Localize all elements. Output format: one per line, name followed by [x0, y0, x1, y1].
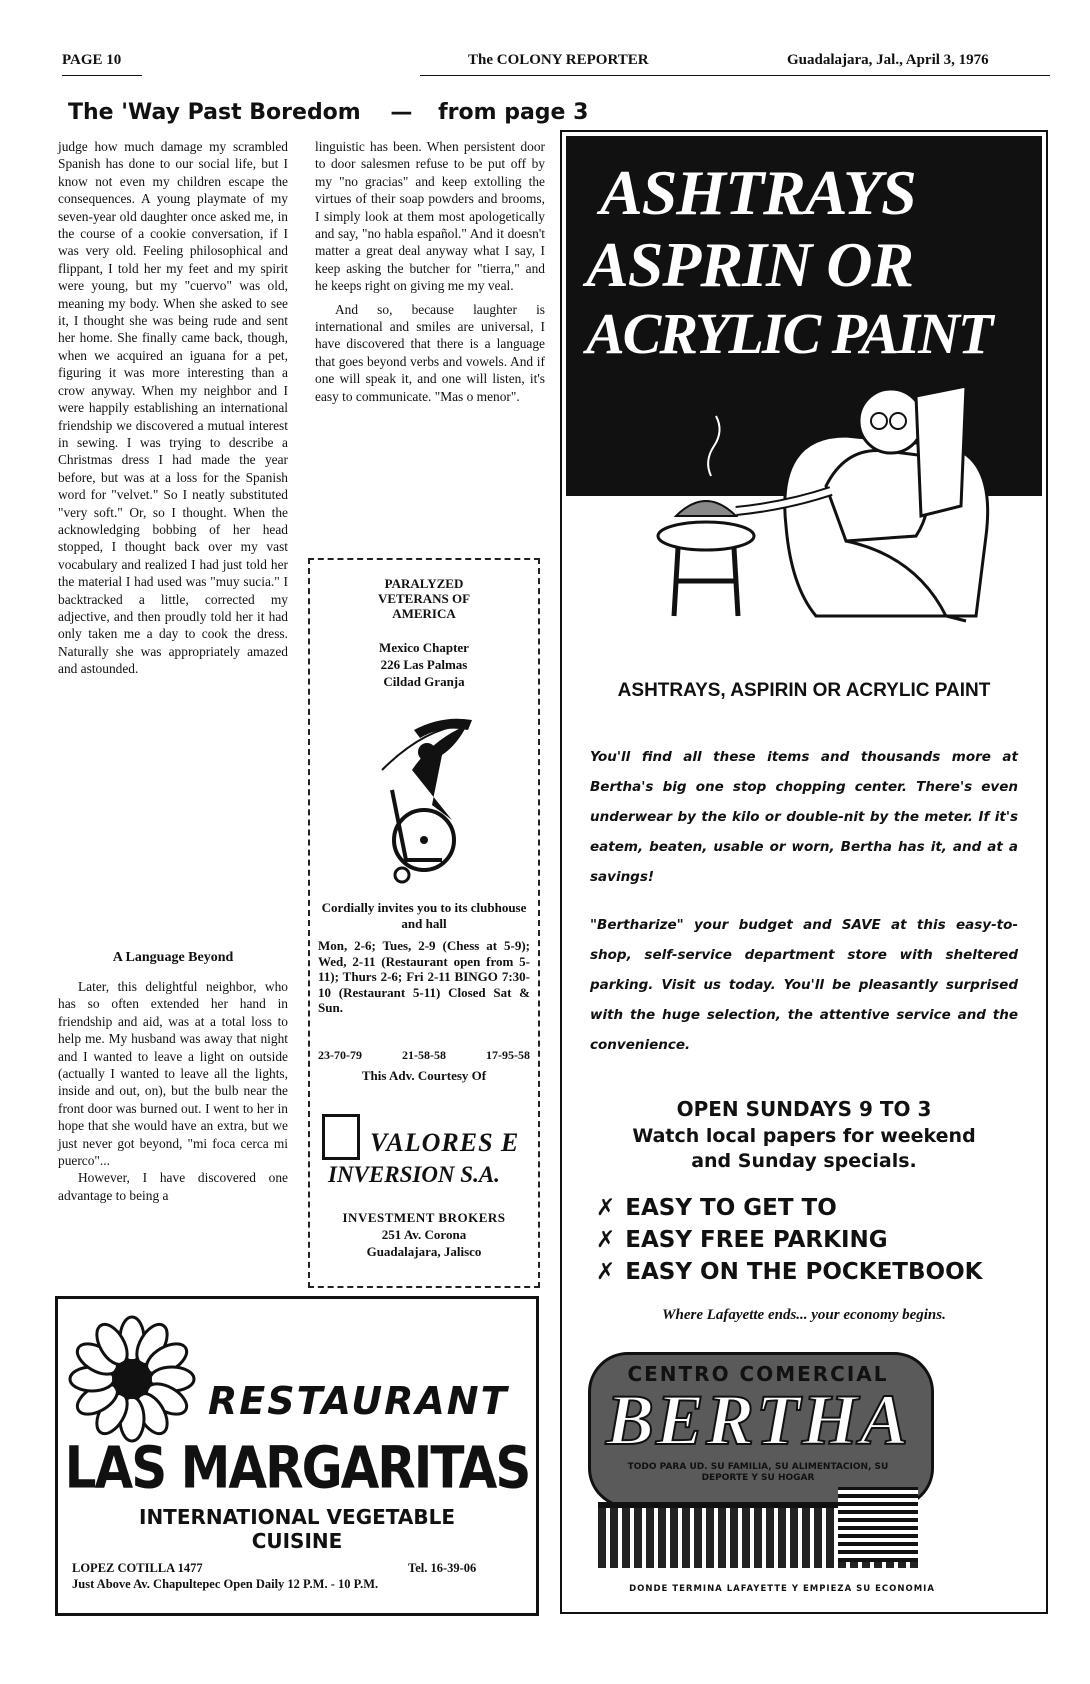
bertha-watch-papers: Watch local papers for weekend and Sunday specials. — [632, 1125, 976, 1172]
article-paragraph: Later, this delightful neighbor, who has so often extended her hand in friendship and aid, was at a total loss to help me. My husband was away that night and I wanted to leave a light on outside (actually I wanted to leave all the lights, inside and out, on), but the bulb near the front door was burned out. I went to her in hope that she would have an extra, but we just never got beyond, "mi foca cerca mi puerco"... — [58, 979, 288, 1169]
masthead-rule — [420, 75, 1050, 76]
article-paragraph: However, I have discovered one advantage to being a — [58, 1170, 288, 1203]
headline-dash: — — [390, 100, 413, 125]
wheelchair-illustration — [372, 710, 482, 885]
restaurant-directions: Just Above Av. Chapultepec Open Daily 12 P.M. - 10 P.M. — [72, 1577, 379, 1591]
veterans-courtesy: This Adv. Courtesy Of — [361, 1068, 487, 1083]
cartoon-man-illustration — [616, 366, 1036, 636]
bertha-logo-name: BERTHA — [605, 1380, 911, 1460]
headline-continued: from page 3 — [438, 100, 589, 125]
check-icon: ✗ — [596, 1227, 616, 1253]
sponsor-logo — [320, 1110, 528, 1200]
veterans-phones — [318, 1048, 530, 1063]
restaurant-ad — [55, 1296, 539, 1616]
article-subhead: A Language Beyond — [112, 950, 234, 965]
article-paragraph: judge how much damage my scrambled Spanish has done to our social life, but I know not even my children escape the consequences. A young playmate of my seven-year old daughter once asked me, in the course of a cookie conversation, if I was very old. Feeling philosophical and flippant, I told her my feet and my spirit were young, but my "cuervo" was old, meaning my body. When she asked to see it, I thought she was being rude and sent her home. She finally came back, though, when we acquired an iguana for a pet, figuring it was more interesting than a crow anyway. When my neighbor and I were happily establishing an international friendship we discovered a mutual interest in sewing. I was trying to describe a Christmas dress I had made the year before, but was at a loss for the Spanish word for "velvet." So I neatly substituted "very soft." Or, so I thought. When the acknowledging bobbing of her head stopped, I thought back over my vast vocabulary and realized I had just told her the material I had used was "muy sucia." I backtracked a little, corrected my adjective, and then proudly told her it had only taken me a day to cook the dress. Naturally she was appropriately amazed and astounded. — [58, 139, 288, 677]
headline-text: The 'Way Past Boredom — [68, 100, 361, 125]
article-paragraph: And so, because laughter is international and smiles are universal, I have discovered that there is a language that goes beyond verbs and vowels. And if one will speak it, and one will listen, it's easy to communicate. "Mas o menor". — [315, 301, 545, 404]
phone-number: 17-95-58 — [486, 1048, 530, 1062]
article-headline — [68, 100, 588, 125]
bertha-logo — [588, 1352, 1008, 1572]
restaurant-name: LAS MARGARITAS — [64, 1434, 530, 1502]
sponsor-logo-line2: INVERSION S.A. — [328, 1162, 500, 1187]
restaurant-address: LOPEZ COTILLA 1477 — [72, 1561, 203, 1575]
bertha-banner — [566, 136, 1042, 636]
restaurant-cuisine-1: INTERNATIONAL VEGETABLE — [139, 1505, 455, 1529]
bullet-text: EASY ON THE POCKETBOOK — [625, 1259, 983, 1285]
bertha-footer: DONDE TERMINA LAFAYETTE Y EMPIEZA SU ECONOMIA — [629, 1584, 935, 1594]
restaurant-cuisine-2: CUISINE — [251, 1529, 343, 1553]
check-icon: ✗ — [596, 1259, 616, 1285]
restaurant-label: RESTAURANT — [208, 1379, 509, 1423]
sponsor-logo-line1: VALORES E — [370, 1128, 520, 1157]
article-paragraph: linguistic has been. When persistent door to door salesmen refuse to be put off by my "no gracias" and keep extolling the virtues of their soap powders and brooms, I simply look at them most apologetically and say, "no habla español." And it doesn't matter a great deal anyway what I say, I keep asking the butcher for "tierra," and he keeps right on giving me my veal. — [315, 139, 545, 294]
bertha-paragraph-1: You'll find all these items and thousands more at Bertha's big one stop chopping center. There's even underwear by the kilo or double-nit by the meter. If it's eatem, beaten, usable or worn, Bertha has it, and at a savings! — [590, 749, 1018, 885]
veterans-ad — [308, 558, 540, 1288]
phone-number: 23-70-79 — [318, 1048, 362, 1062]
bertha-open-sundays: OPEN SUNDAYS 9 TO 3 — [676, 1097, 932, 1121]
banner-line-3: ACRYLIC PAINT — [586, 301, 992, 366]
veterans-schedule: Mon, 2-6; Tues, 2-9 (Chess at 5-9); Wed, 2-11 (Restaurant open from 5-11); Thurs 2-6; Fri 2-11 BINGO 7:30-10 (Restaurant 5-11) Closed Sat & Sun. — [318, 938, 530, 1016]
bertha-bullet — [596, 1224, 1036, 1256]
bertha-slogan: Where Lafayette ends... your economy begins. — [662, 1307, 946, 1323]
sponsor-emblem — [322, 1114, 360, 1160]
flower-icon — [68, 1315, 196, 1443]
veterans-invite: Cordially invites you to its clubhouse and hall — [321, 900, 527, 931]
restaurant-phone: Tel. 16-39-06 — [408, 1561, 477, 1575]
bertha-headline: ASHTRAYS, ASPIRIN OR ACRYLIC PAINT — [617, 680, 991, 701]
bertha-ad — [560, 130, 1048, 1614]
bertha-bullet — [596, 1192, 1036, 1224]
bertha-bullet — [596, 1256, 1036, 1288]
page-number: PAGE 10 — [62, 52, 122, 68]
sponsor-address: 251 Av. Corona — [381, 1227, 467, 1242]
article-column-1 — [58, 138, 288, 678]
veterans-title: PARALYZED VETERANS OF AMERICA — [377, 576, 471, 621]
dateline: Guadalajara, Jal., April 3, 1976 — [787, 52, 989, 68]
bertha-paragraph-2: "Bertharize" your budget and SAVE at this easy-to-shop, self-service department store with sheltered parking. Visit us today. You'll be pleasantly surprised with the huge selection, the attentive service and the convenience. — [590, 917, 1018, 1053]
banner-line-2: ASPRIN OR — [586, 229, 914, 300]
bertha-logo-tagline: TODO PARA UD. SU FAMILIA, SU ALIMENTACION, SU DEPORTE Y SU HOGAR — [627, 1462, 889, 1483]
bertha-logo-top: CENTRO COMERCIAL — [627, 1362, 889, 1386]
veterans-chapter: Mexico Chapter — [379, 640, 469, 655]
store-annex — [838, 1487, 918, 1562]
banner-line-1: ASHTRAYS — [600, 157, 916, 228]
phone-number: 21-58-58 — [402, 1048, 446, 1062]
veterans-address-2: Cildad Granja — [383, 674, 465, 689]
bertha-bullet-list — [596, 1192, 1036, 1288]
article-column-2 — [315, 138, 545, 405]
masthead-rule-left — [62, 75, 142, 76]
newspaper-name: The COLONY REPORTER — [468, 52, 649, 68]
bullet-text: EASY TO GET TO — [625, 1195, 837, 1221]
article-column-1b — [58, 978, 288, 1204]
sponsor-city: Guadalajara, Jalisco — [366, 1244, 482, 1259]
bullet-text: EASY FREE PARKING — [625, 1227, 888, 1253]
sponsor-title: INVESTMENT BROKERS — [342, 1210, 506, 1225]
check-icon: ✗ — [596, 1195, 616, 1221]
veterans-address-1: 226 Las Palmas — [380, 657, 468, 672]
